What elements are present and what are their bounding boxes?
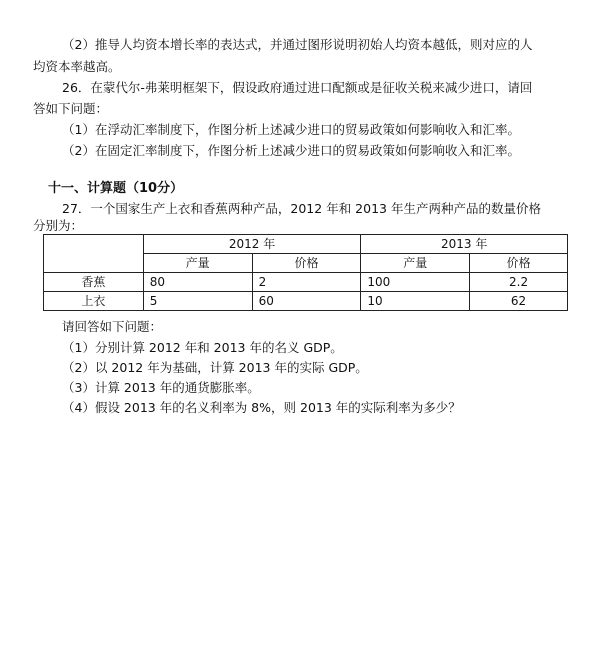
table-cell: 2.2 (470, 273, 568, 292)
sub-header-price-2013: 价格 (470, 254, 568, 273)
question-item-3: （3）计算 2013 年的通货膨胀率。 (62, 380, 260, 395)
table-row (44, 292, 568, 311)
q26-sub1: （1）在浮动汇率制度下，作图分析上述减少进口的贸易政策如何影响收入和汇率。 (62, 122, 520, 137)
sub-header-quantity-2013: 产量 (361, 254, 470, 273)
table-row (44, 273, 568, 292)
product-name-cell: 香蕉 (44, 273, 144, 292)
table-cell: 5 (143, 292, 252, 311)
section-title: 十一、计算题（10分） (48, 181, 184, 196)
q26-sub2: （2）在固定汇率制度下，作图分析上述减少进口的贸易政策如何影响收入和汇率。 (62, 143, 520, 158)
year-header-2012: 2012 年 (143, 235, 361, 254)
table-cell: 60 (252, 292, 361, 311)
question-item-2: （2）以 2012 年为基础，计算 2013 年的实际 GDP。 (62, 360, 368, 375)
question-item-1: （1）分别计算 2012 年和 2013 年的名义 GDP。 (62, 340, 343, 355)
table-cell: 80 (143, 273, 252, 292)
q26-line2: 答如下问题： (33, 101, 109, 116)
production-price-table (43, 234, 568, 311)
question-item-4: （4）假设 2013 年的名义利率为 8%，则 2013 年的实际利率为多少？ (62, 400, 461, 415)
q25-part2-line1: （2）推导人均资本增长率的表达式，并通过图形说明初始人均资本越低，则对应的人 (62, 37, 533, 52)
q26-line1: 26．在蒙代尔-弗莱明框架下，假设政府通过进口配额或是征收关税来减少进口，请回 (62, 80, 533, 95)
sub-header-quantity-2012: 产量 (143, 254, 252, 273)
table-cell: 100 (361, 273, 470, 292)
year-header-2013: 2013 年 (361, 235, 568, 254)
sub-header-price-2012: 价格 (252, 254, 361, 273)
questions-intro: 请回答如下问题： (62, 319, 163, 334)
table-cell: 10 (361, 292, 470, 311)
table-cell: 62 (470, 292, 568, 311)
q27-line2: 分别为： (33, 218, 84, 233)
table-corner-cell (44, 235, 144, 273)
q25-part2-line2: 均资本率越高。 (33, 59, 121, 74)
product-name-cell: 上衣 (44, 292, 144, 311)
q27-line1: 27．一个国家生产上衣和香蕉两种产品，2012 年和 2013 年生产两种产品的数量价格 (62, 201, 541, 216)
table-year-header-row (44, 235, 568, 254)
table-cell: 2 (252, 273, 361, 292)
